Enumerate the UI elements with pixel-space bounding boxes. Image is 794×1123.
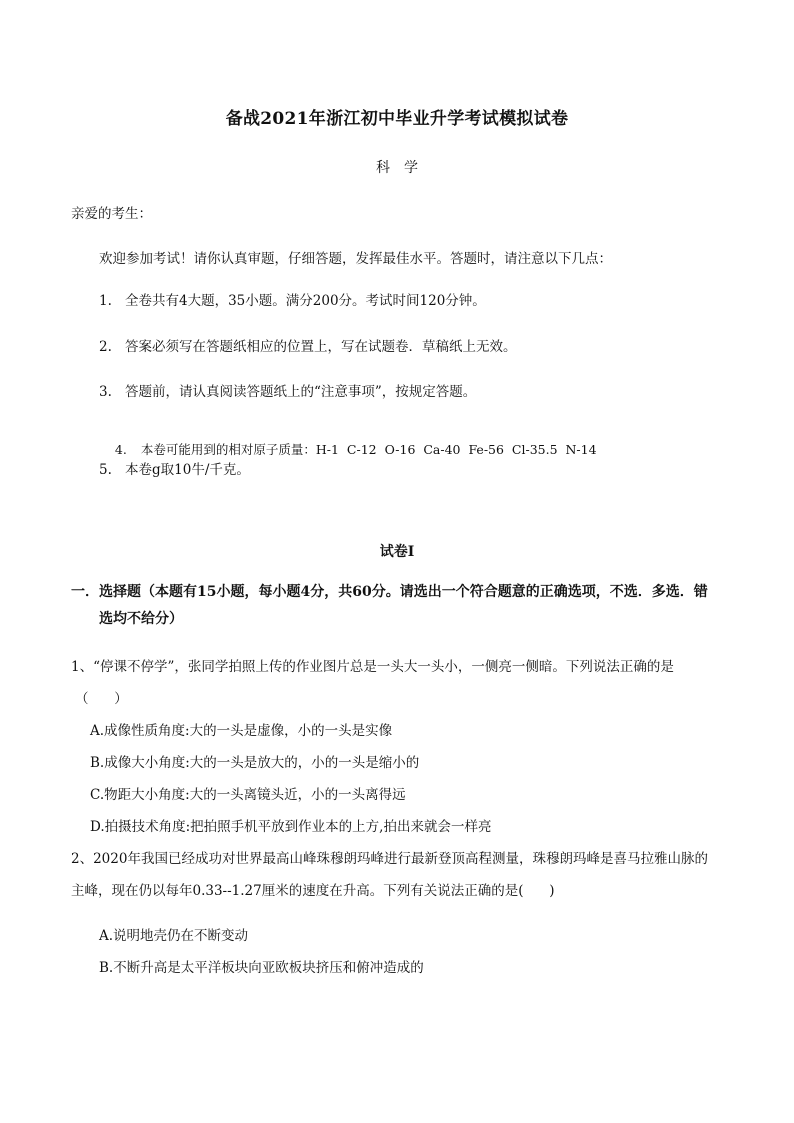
note-item [99, 291, 486, 311]
note-text: 全卷共有4大题，35小题。满分200分。考试时间120分钟。 [125, 293, 486, 309]
part-heading-continued: 选均不给分） [99, 611, 183, 627]
note-number: 4. [114, 442, 127, 457]
question-1-option-d: D.拍摄技术角度:把拍照手机平放到作业本的上方,拍出来就会一样亮 [90, 819, 492, 835]
note-number: 3. [99, 384, 112, 400]
question-1-option-b: B.成像大小角度:大的一头是放大的，小的一头是缩小的 [90, 755, 420, 771]
section-title: 试卷I [379, 544, 415, 560]
note-item [99, 460, 250, 480]
subject-label: 科学 [376, 160, 432, 176]
note-number: 2. [99, 339, 112, 355]
question-2-stem-continued: 主峰，现在仍以每年0.33--1.27厘米的速度在升高。下列有关说法正确的是( ) [71, 883, 555, 899]
note-item [99, 337, 517, 357]
note-item [99, 382, 476, 402]
part-heading: 一．选择题（本题有15小题，每小题4分，共60分。请选出一个符合题意的正确选项，不选．多选．错 [71, 584, 708, 600]
note-text: 答题前，请认真阅读答题纸上的“注意事项”，按规定答题。 [125, 384, 477, 400]
greeting: 亲爱的考生： [71, 206, 152, 222]
note-number: 5. [99, 462, 112, 478]
note-text: 本卷可能用到的相对原子质量：H-1 C-12 O-16 Ca-40 Fe-56 Cl-35.5 N-14 [140, 442, 597, 457]
page-title: 备战2021年浙江初中毕业升学考试模拟试卷 [225, 109, 569, 129]
note-text: 本卷g取10牛/千克。 [125, 462, 250, 478]
question-2-option-a: A.说明地壳仍在不断变动 [99, 928, 249, 944]
question-2-stem: 2、2020年我国已经成功对世界最高山峰珠穆朗玛峰进行最新登顶高程测量，珠穆朗玛峰是喜马拉雅山脉的 [71, 851, 708, 867]
question-1-answer-blank: （ ） [75, 691, 128, 707]
question-1-stem: 1、“停课不停学”，张同学拍照上传的作业图片总是一头大一头小，一侧亮一侧暗。下列说法正确的是 [71, 659, 674, 675]
question-2-option-b: B.不断升高是太平洋板块向亚欧板块挤压和俯冲造成的 [99, 960, 424, 976]
question-1-option-c: C.物距大小角度:大的一头离镜头近，小的一头离得远 [90, 787, 406, 803]
note-number: 1. [99, 293, 112, 309]
note-text: 答案必须写在答题纸相应的位置上，写在试题卷．草稿纸上无效。 [125, 339, 517, 355]
welcome-text: 欢迎参加考试！请你认真审题，仔细答题，发挥最佳水平。答题时，请注意以下几点： [99, 251, 612, 267]
question-1-option-a: A.成像性质角度:大的一头是虚像，小的一头是实像 [90, 723, 393, 739]
